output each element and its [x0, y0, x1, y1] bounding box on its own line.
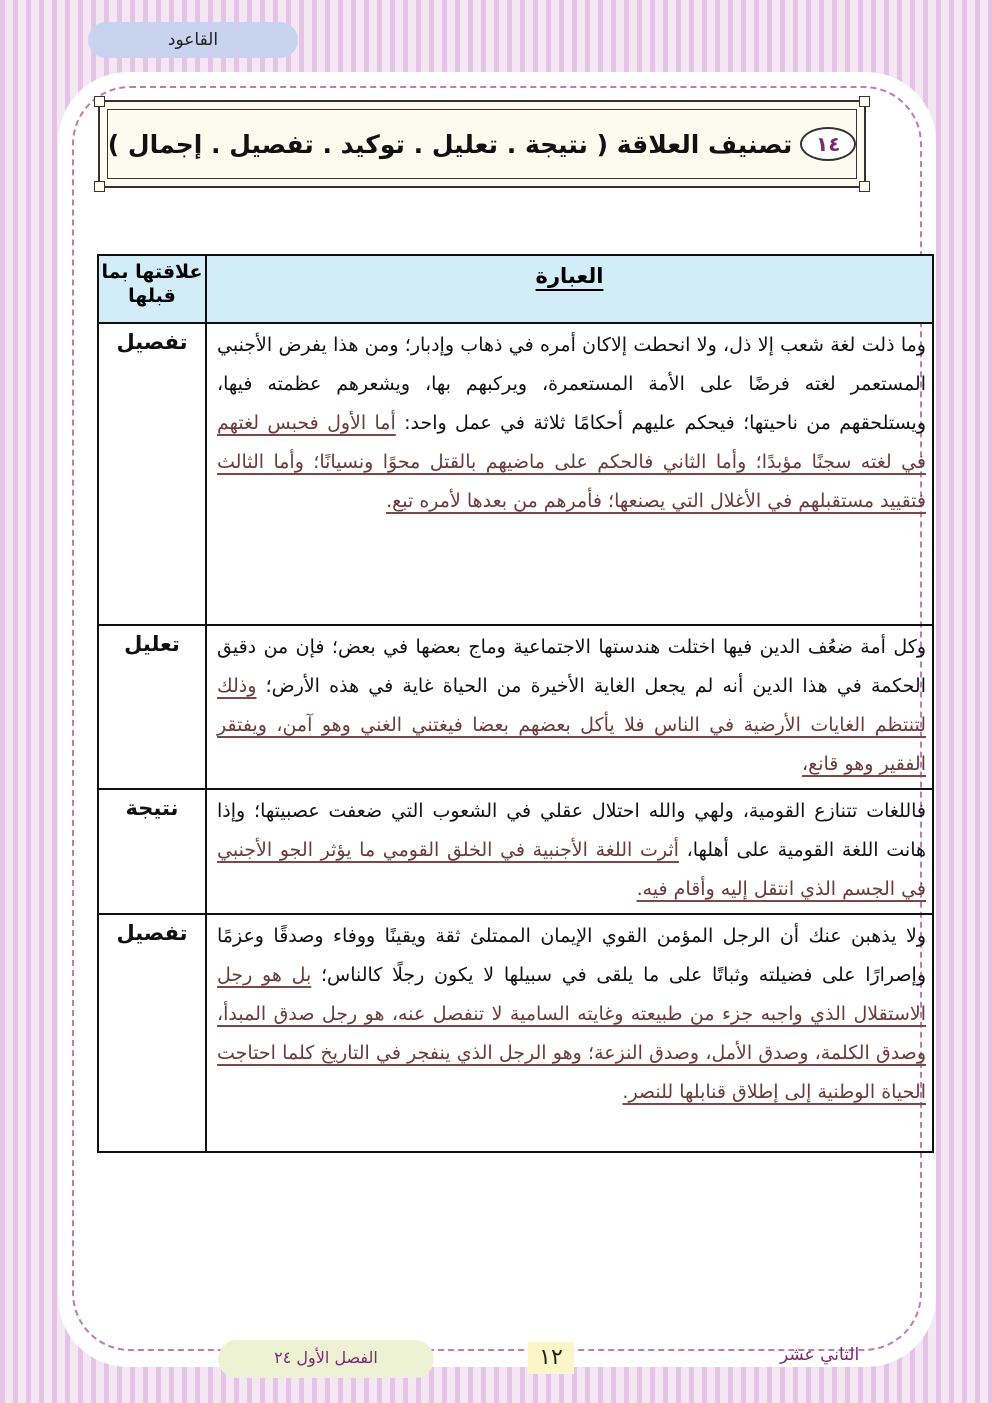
highlighted-phrase: وذلك لتنتظم الغايات الأرضية في الناس فلا يأكل بعضهم بعضا فيغتني الغني وهو آمن، ويفتقر الفقير وهو قانع،	[217, 675, 926, 775]
highlighted-phrase: بل هو رجل الاستقلال الذي واجبه جزء من طبيعته وغايته السامية لا تنفصل عنه، هو رجل صدق المبدأ، وصدق الكلمة، وصدق الأمل، وصدق النزعة؛ وهو الرجل الذي ينفجر في التاريخ كلما احتاجت الحياة الوطنية إلى إطلاق قنابلها للنصر.	[217, 964, 926, 1103]
relation-cell: تفصيل	[98, 323, 206, 625]
chapter-label: الفصل الأول ٢٤	[218, 1340, 434, 1378]
page-number: ١٢	[528, 1342, 574, 1374]
table-row	[98, 914, 933, 1152]
table-row	[98, 625, 933, 789]
table-row	[98, 323, 933, 625]
expression-cell: وما ذلت لغة شعب إلا ذل، ولا انحطت إلاكان أمره في ذهاب وإدبار؛ ومن هذا يفرض الأجنبي المستعمر لغته فرضًا على الأمة المستعمرة، ويركبهم بها، ويشعرهم عظمته فيها، ويستلحقهم من ناحيتها؛ فيحكم عليهم أحكامًا ثلاثة في عمل واحد: أما الأول فحبس لغتهم في لغته سجنًا مؤبدًا؛ وأما الثاني فالحكم على ماضيهم بالقتل محوًا ونسيانًا؛ وأما الثالث فتقييد مستقبلهم في الأغلال التي يصنعها؛ فأمرهم من بعدها لأمره تبع.	[206, 323, 933, 625]
table-header-row	[98, 255, 933, 323]
expression-cell: فاللغات تتنازع القومية، ولهي والله احتلال عقلي في الشعوب التي ضعفت عصبيتها؛ وإذا هانت اللغة القومية على أهلها، أثرت اللغة الأجنبية في الخلق القومي ما يؤثر الجو الأجنبي في الجسم الذي انتقل إليه وأقام فيه.	[206, 789, 933, 914]
author-label: القاعود	[88, 22, 298, 58]
relation-cell: تفصيل	[98, 914, 206, 1152]
highlighted-phrase: أما الأول فحبس لغتهم في لغته سجنًا مؤبدًا؛ وأما الثاني فالحكم على ماضيهم بالقتل محوًا ونسيانًا؛ وأما الثالث فتقييد مستقبلهم في الأغلال التي يصنعها؛ فأمرهم من بعدها لأمره تبع.	[217, 412, 926, 512]
expression-cell: وكل أمة ضعُف الدين فيها اختلت هندستها الاجتماعية وماج بعضها في بعض؛ فإن من دقيق الحكمة في هذا الدين أنه لم يجعل الغاية الأخيرة من الحياة غاية في هذه الأرض؛ وذلك لتنتظم الغايات الأرضية في الناس فلا يأكل بعضهم بعضا فيغتني الغني وهو آمن، ويفتقر الفقير وهو قانع،	[206, 625, 933, 789]
title-text: تصنيف العلاقة ( نتيجة . تعليل . توكيد . تفصيل . إجمال )	[107, 129, 793, 159]
table-row	[98, 789, 933, 914]
question-number-badge: ١٤	[800, 127, 856, 161]
highlighted-phrase: أثرت اللغة الأجنبية في الخلق القومي ما يؤثر الجو الأجنبي في الجسم الذي انتقل إليه وأقام فيه.	[217, 839, 926, 900]
header-expression: العبارة	[206, 255, 933, 323]
title-frame	[98, 100, 866, 188]
relation-cell: نتيجة	[98, 789, 206, 914]
relations-table	[97, 254, 934, 1153]
page-title	[100, 102, 864, 186]
expression-cell: ولا يذهبن عنك أن الرجل المؤمن القوي الإيمان الممتلئ ثقة ويقينًا ووفاء وصدقًا وعزمًا وإصرارًا على فضيلته وثباتًا على ما يلقى في سبيلها لا يكون رجلًا كالناس؛ بل هو رجل الاستقلال الذي واجبه جزء من طبيعته وغايته السامية لا تنفصل عنه، هو رجل صدق المبدأ، وصدق الكلمة، وصدق الأمل، وصدق النزعة؛ وهو الرجل الذي ينفجر في التاريخ كلما احتاجت الحياة الوطنية إلى إطلاق قنابلها للنصر.	[206, 914, 933, 1152]
relation-cell: تعليل	[98, 625, 206, 789]
header-relation: علاقتها بما قبلها	[98, 255, 206, 323]
grade-label: الثاني عشر	[780, 1345, 860, 1365]
